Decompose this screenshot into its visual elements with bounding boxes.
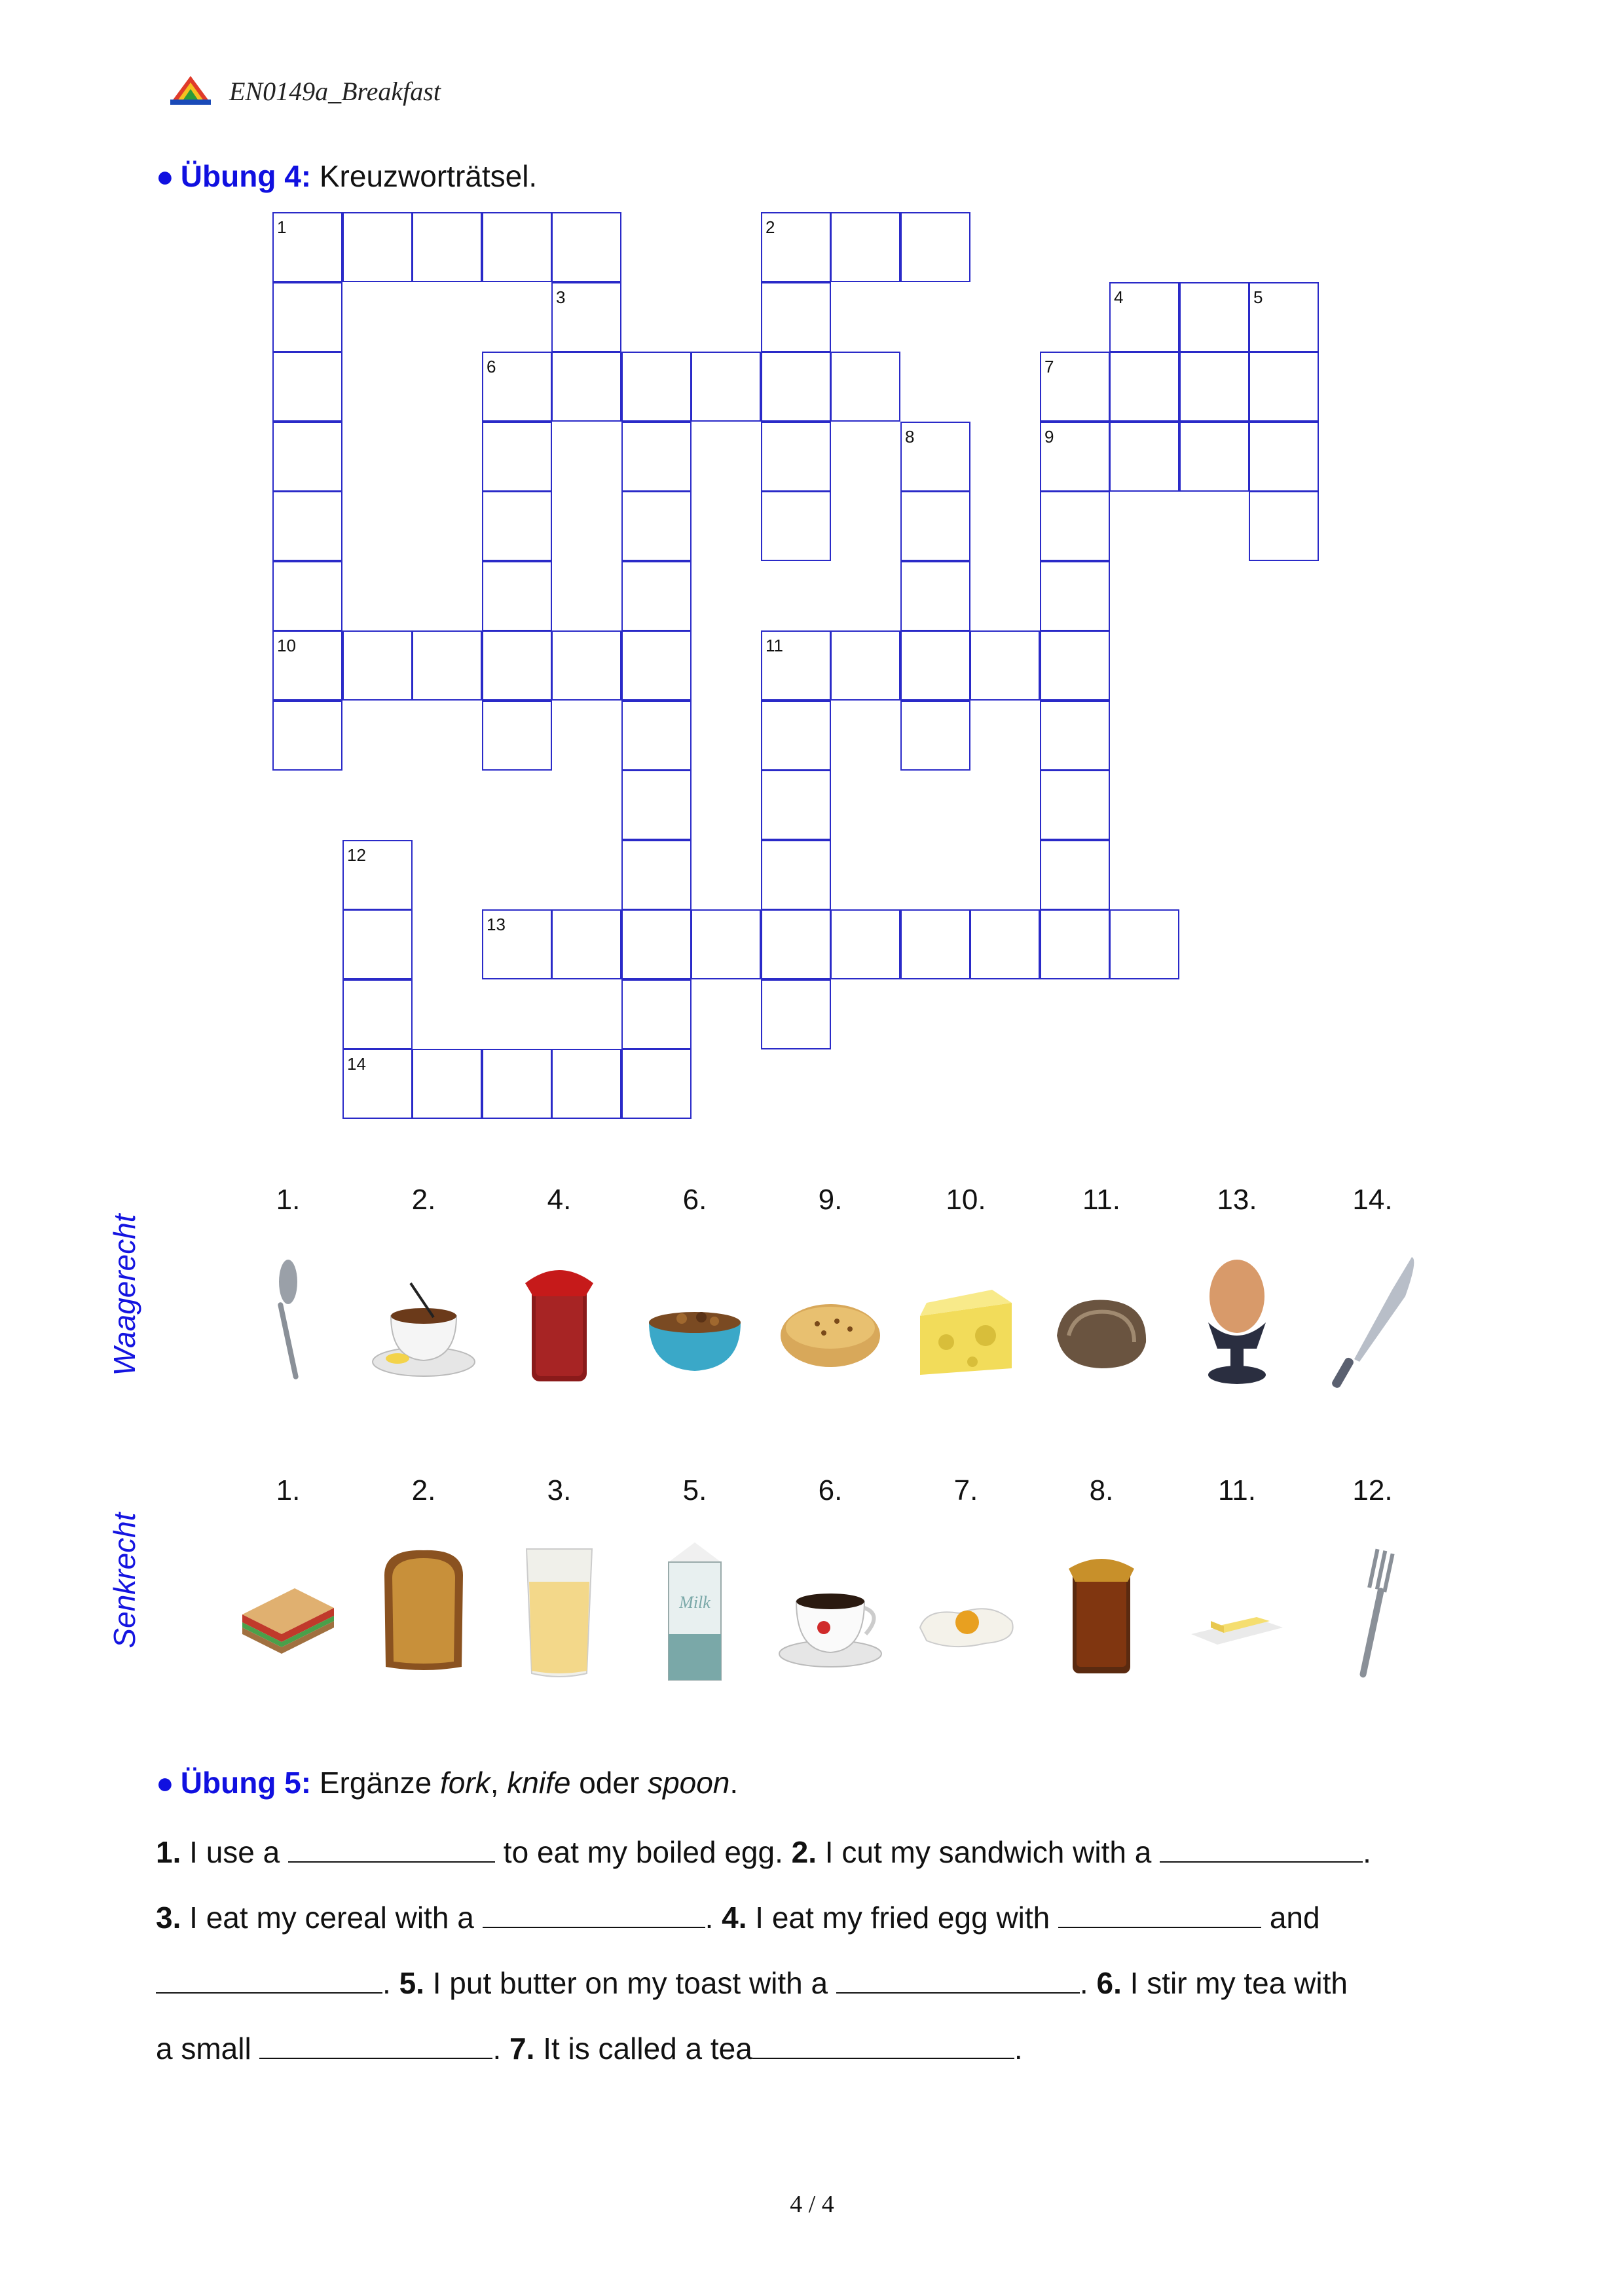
crossword-cell[interactable] [1249,422,1319,492]
juice-glass-icon [507,1536,612,1686]
crossword-cell[interactable] [830,352,900,422]
honey-jar-icon [1049,1536,1154,1686]
clue-number: 12 [347,845,366,865]
across-number: 2. [411,1184,436,1216]
crossword-cell[interactable] [621,979,692,1049]
exercise-label: Übung 5: [180,1766,312,1800]
crossword-cell[interactable] [1179,282,1249,352]
sandwich-icon [236,1536,341,1686]
crossword-cell[interactable] [621,352,692,422]
crossword-cell[interactable] [621,422,692,492]
crossword-cell[interactable] [1040,840,1110,910]
crossword-cell[interactable] [1249,491,1319,561]
crossword-cell[interactable] [970,909,1040,979]
toast-icon [371,1536,476,1686]
crossword-cell[interactable] [272,701,342,771]
down-number: 1. [276,1474,301,1506]
exercise-instruction: Kreuzworträtsel. [319,159,538,193]
down-number: 2. [411,1474,436,1506]
clue-number: 3 [556,287,566,307]
crossword-cell[interactable] [412,1049,482,1119]
crossword-cell[interactable] [1040,491,1110,561]
clue-number: 8 [905,427,915,446]
spoon-icon [236,1244,341,1394]
down-number: 6. [818,1474,843,1506]
crossword-cell[interactable] [621,491,692,561]
jam-jar-icon [507,1244,612,1394]
crossword-cell-6[interactable] [482,352,552,422]
crossword-cell-13[interactable] [482,909,552,979]
across-number: 14. [1352,1184,1393,1216]
answer-blank[interactable] [752,2032,1014,2059]
milk-carton-icon [642,1536,747,1686]
across-number: 10. [946,1184,986,1216]
crossword-cell[interactable] [900,212,970,282]
fork-icon [1320,1536,1425,1686]
exercise-5-heading [156,1765,738,1800]
down-number: 7. [953,1474,978,1506]
crossword-cell-11[interactable] [761,630,831,701]
crossword-cell[interactable] [900,630,970,701]
across-number: 4. [547,1184,572,1216]
across-number: 1. [276,1184,301,1216]
clue-number: 9 [1044,427,1054,446]
crossword-cell[interactable] [551,1049,621,1119]
crossword-cell[interactable] [482,561,552,631]
crossword-cell[interactable] [761,282,831,352]
crossword-cell[interactable] [621,1049,692,1119]
crossword-cell[interactable] [551,212,621,282]
clue-number: 5 [1253,287,1263,307]
crossword-cell[interactable] [761,840,831,910]
crossword-cell[interactable] [900,491,970,561]
crossword-cell[interactable] [342,909,413,979]
down-label: Senkrecht [107,1512,141,1649]
bun-icon [778,1244,883,1394]
crossword-cell[interactable] [621,630,692,701]
crossword-cell[interactable] [761,422,831,492]
exercise-instruction: Ergänze fork, knife oder spoon. [319,1766,739,1800]
crossword-cell[interactable] [342,630,413,701]
crossword-cell[interactable] [761,701,831,771]
page-number: 4 / 4 [790,2191,834,2218]
clue-number: 14 [347,1054,366,1074]
clue-number: 1 [277,217,287,237]
clue-number: 13 [487,915,506,934]
exercise-4-heading [156,158,537,194]
cereal-bowl-icon [642,1244,747,1394]
answer-blank[interactable] [288,1835,495,1863]
boiled-egg-icon [1185,1244,1289,1394]
crossword-cell[interactable] [761,909,831,979]
clue-number: 7 [1044,357,1054,376]
crossword-cell[interactable] [482,630,552,701]
crossword-cell[interactable] [1040,630,1110,701]
crossword-cell-5[interactable] [1249,282,1319,352]
crossword-cell[interactable] [482,491,552,561]
crossword-cell[interactable] [482,701,552,771]
crossword-cell[interactable] [621,840,692,910]
document-title: EN0149a_Breakfast [229,77,441,106]
crossword-cell[interactable] [1040,770,1110,840]
crossword-cell[interactable] [691,909,761,979]
crossword-cell[interactable] [900,701,970,771]
fried-egg-icon [913,1536,1018,1686]
clue-number: 11 [766,636,783,655]
answer-blank[interactable] [1160,1835,1363,1863]
crossword-cell[interactable] [551,630,621,701]
sentence-line-1: 1. I use a to eat my boiled egg. 2. I cut my sandwich with a . [156,1835,1371,1869]
crossword-cell[interactable] [621,701,692,771]
exercise-label: Übung 4: [180,159,312,193]
crossword-cell[interactable] [691,352,761,422]
sentence-line-2: 3. I eat my cereal with a . 4. I eat my fried egg with and [156,1901,1320,1935]
down-number: 12. [1352,1474,1393,1506]
crossword-cell[interactable] [1109,909,1179,979]
tea-cup-icon [371,1244,476,1394]
butter-icon [1185,1536,1289,1686]
cheese-icon [913,1244,1018,1394]
crossword-cell[interactable] [1179,422,1249,492]
across-label: Waagerecht [107,1214,141,1376]
crossword-cell[interactable] [621,909,692,979]
crossword-cell[interactable] [272,491,342,561]
clue-number: 6 [487,357,496,376]
clue-number: 10 [277,636,296,655]
crossword-cell[interactable] [1109,422,1179,492]
crossword-cell[interactable] [272,282,342,352]
crossword-cell[interactable] [482,422,552,492]
crossword-cell[interactable] [900,909,970,979]
crossword-cell[interactable] [1040,701,1110,771]
down-number: 3. [547,1474,572,1506]
logo-icon [169,73,212,106]
crossword-cell[interactable] [761,979,831,1049]
crossword-cell-1[interactable] [272,212,342,282]
crossword-cell[interactable] [551,352,621,422]
crossword-cell[interactable] [551,909,621,979]
crossword-cell-12[interactable] [342,840,413,910]
crossword-cell-3[interactable] [551,282,621,352]
crossword-cell-10[interactable] [272,630,342,701]
crossword-cell[interactable] [272,352,342,422]
crossword-cell[interactable] [272,561,342,631]
crossword-cell[interactable] [412,212,482,282]
crossword-cell-14[interactable] [342,1049,413,1119]
crossword-cell[interactable] [412,630,482,701]
answer-blank[interactable] [156,1966,382,1994]
crossword-cell[interactable] [482,212,552,282]
crossword-cell-8[interactable] [900,422,970,492]
svg-text:Milk: Milk [679,1593,710,1612]
crossword-cell[interactable] [1109,352,1179,422]
answer-blank[interactable] [259,2032,492,2059]
crossword-cell[interactable] [830,909,900,979]
down-number: 11. [1218,1474,1256,1506]
down-number: 5. [682,1474,707,1506]
crossword-cell-4[interactable] [1109,282,1179,352]
crossword-cell[interactable] [1040,561,1110,631]
knife-icon [1320,1244,1425,1394]
crossword-cell[interactable] [830,630,900,701]
down-number: 8. [1089,1474,1114,1506]
bullet-icon: ● [156,159,174,193]
sentence-line-4: a small . 7. It is called a tea . [156,2032,1023,2066]
across-number: 6. [682,1184,707,1216]
crossword-cell[interactable] [761,491,831,561]
bullet-icon: ● [156,1766,174,1800]
bread-icon [1049,1244,1154,1394]
clue-number: 2 [766,217,775,237]
crossword-cell-2[interactable] [761,212,831,282]
clue-number: 4 [1114,287,1124,307]
coffee-cup-icon [778,1536,883,1686]
crossword-cell[interactable] [342,979,413,1049]
crossword-cell-9[interactable] [1040,422,1110,492]
across-number: 11. [1082,1184,1120,1216]
crossword-cell[interactable] [272,422,342,492]
crossword-cell[interactable] [621,770,692,840]
crossword-cell[interactable] [342,212,413,282]
crossword-cell[interactable] [1179,352,1249,422]
crossword-cell[interactable] [761,352,831,422]
crossword-cell[interactable] [830,212,900,282]
crossword-cell-7[interactable] [1040,352,1110,422]
answer-blank[interactable] [836,1966,1080,1994]
crossword-cell[interactable] [900,561,970,631]
answer-blank[interactable] [1058,1901,1261,1928]
sentence-line-3: . 5. I put butter on my toast with a . 6. I stir my tea with [156,1965,1472,2001]
crossword-cell[interactable] [482,1049,552,1119]
crossword-cell[interactable] [1040,909,1110,979]
answer-blank[interactable] [483,1901,705,1928]
crossword-cell[interactable] [761,770,831,840]
crossword-cell[interactable] [970,630,1040,701]
crossword-cell[interactable] [621,561,692,631]
crossword-cell[interactable] [1249,352,1319,422]
across-number: 9. [818,1184,843,1216]
across-number: 13. [1217,1184,1257,1216]
